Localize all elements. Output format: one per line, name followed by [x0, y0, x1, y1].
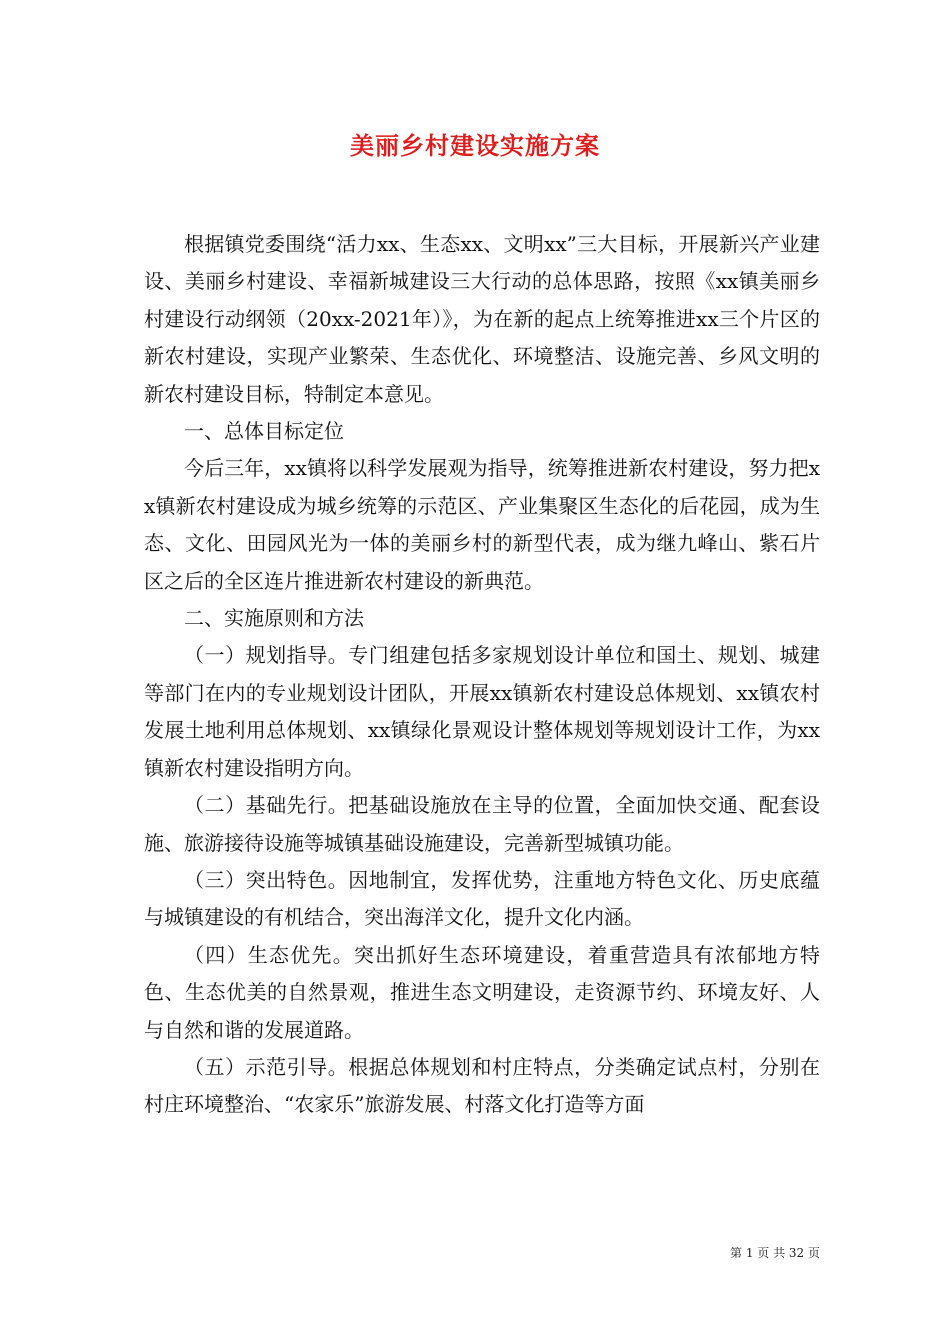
document-title: 美丽乡村建设实施方案 [350, 131, 600, 160]
paragraph-principle-2: （二）基础先行。把基础设施放在主导的位置，全面加快交通、配套设施、旅游接待设施等城镇基础设施建设，完善新型城镇功能。 [144, 793, 820, 855]
paragraph-principle-1: （一）规划指导。专门组建包括多家规划设计单位和国土、规划、城建等部门在内的专业规划设计团队，开展xx镇新农村建设总体规划、xx镇农村发展土地利用总体规划、xx镇绿化景观设计整体规划等规划设计工作，为xx镇新农村建设指明方向。 [144, 643, 820, 780]
paragraph-principle-3: （三）突出特色。因地制宜，发挥优势，注重地方特色文化、历史底蕴与城镇建设的有机结合，突出海洋文化，提升文化内涵。 [144, 867, 820, 930]
section-heading-1: 一、总体目标定位 [184, 419, 344, 444]
section-heading-2: 二、实施原则和方法 [184, 606, 364, 631]
paragraph-principle-4: （四）生态优先。突出抓好生态环境建设，着重营造具有浓郁地方特色、生态优美的自然景观，推进生态文明建设，走资源节约、环境友好、人与自然和谐的发展道路。 [144, 942, 820, 1042]
paragraph-goal: 今后三年，xx镇将以科学发展观为指导，统筹推进新农村建设，努力把xx镇新农村建设成为城乡统筹的示范区、产业集聚区生态化的后花园，成为生态、文化、田园风光为一体的美丽乡村的新型代表，成为继九峰山、紫石片区之后的全区连片推进新农村建设的新典范。 [144, 456, 820, 593]
paragraph-principle-5: （五）示范引导。根据总体规划和村庄特点，分类确定试点村，分别在村庄环境整治、“农家乐”旅游发展、村落文化打造等方面 [144, 1054, 820, 1117]
document-body [144, 226, 820, 1124]
paragraph-intro: 根据镇党委围绕“活力xx、生态xx、文明xx”三大目标，开展新兴产业建设、美丽乡村建设、幸福新城建设三大行动的总体思路，按照《xx镇美丽乡村建设行动纲领（20xx-2021年）》，为在新的起点上统筹推进xx三个片区的新农村建设，实现产业繁荣、生态优化、环境整洁、设施完善、乡风文明的新农村建设目标，特制定本意见。 [144, 232, 820, 406]
page-footer: 第 1 页 共 32 页 [730, 1246, 820, 1260]
